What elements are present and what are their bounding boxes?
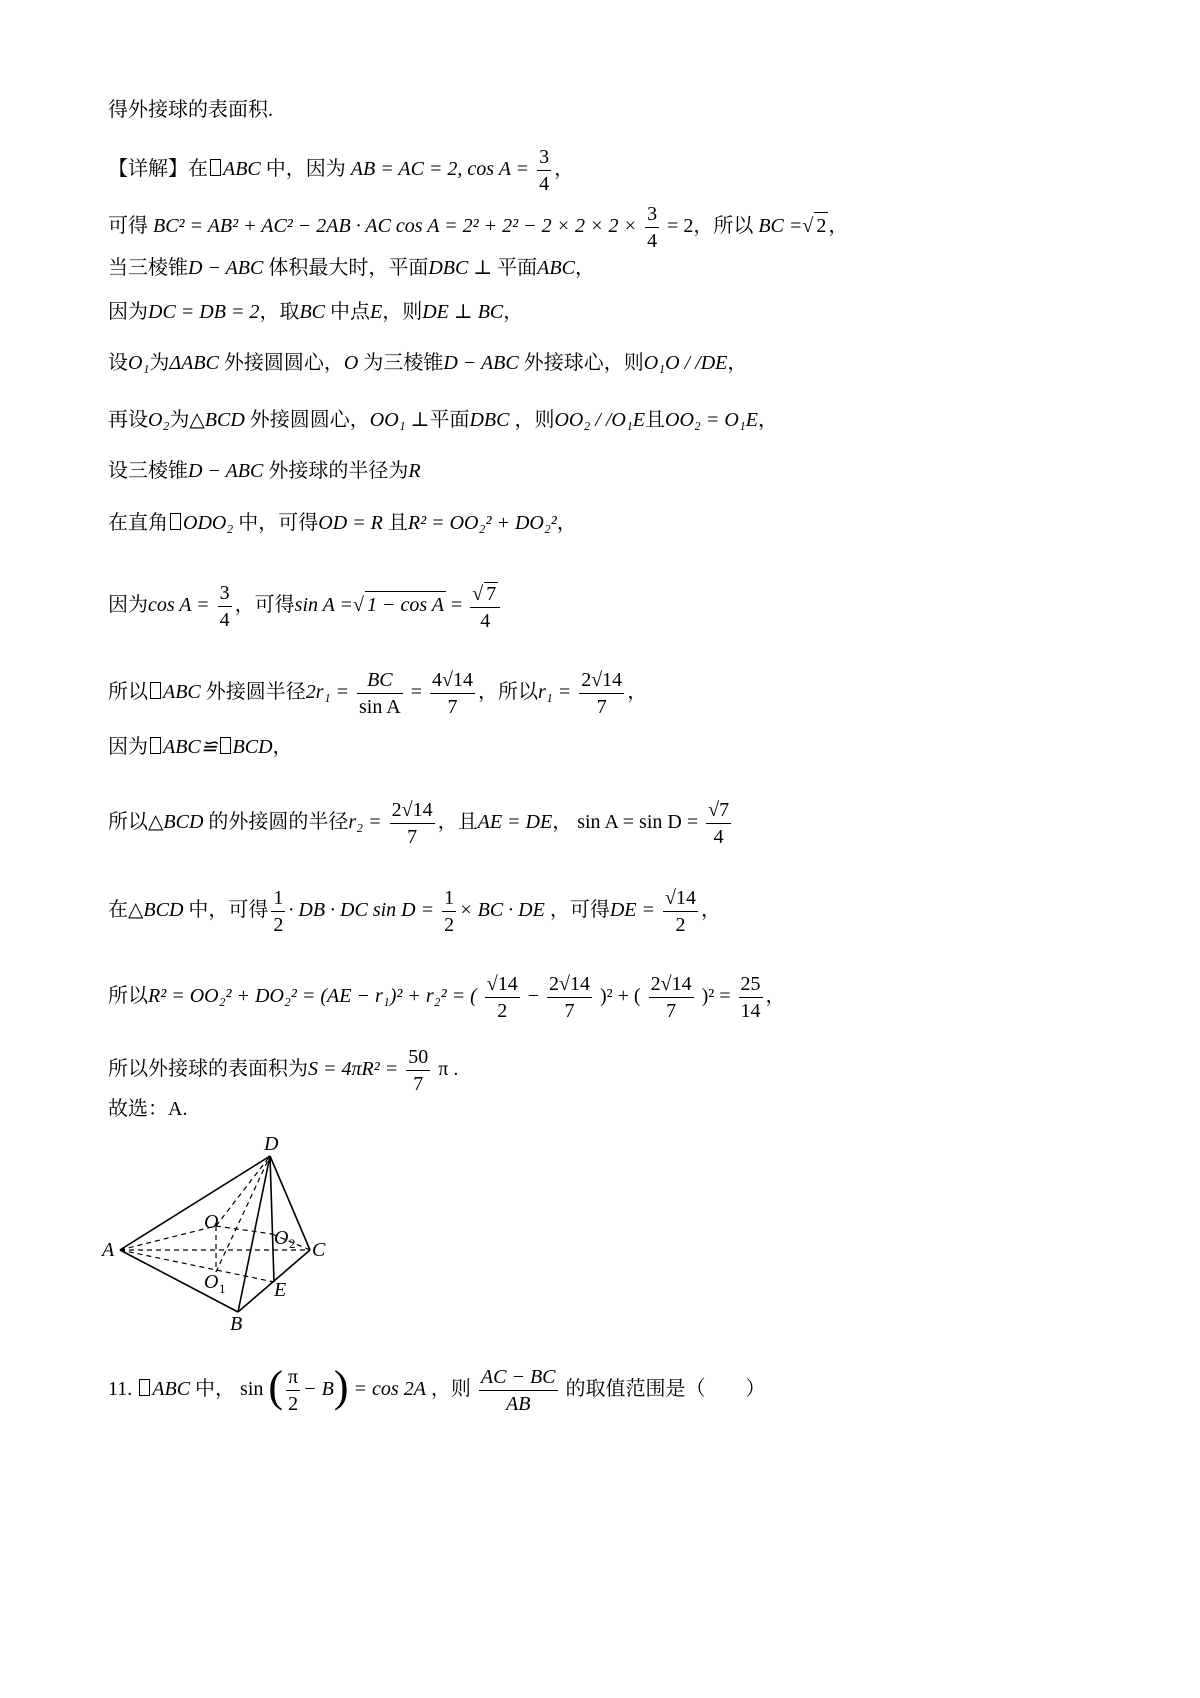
math: = [451, 594, 463, 617]
fraction: $\frac{\pi}{2}$ [288, 1366, 299, 1415]
text-line [108, 351, 747, 375]
math: cos A = [148, 594, 210, 617]
text: 中点 [330, 301, 370, 323]
text: 当三棱锥 [108, 257, 188, 279]
paren-left: ( [268, 1362, 284, 1412]
text: 因为 [108, 301, 148, 323]
text: 为 [149, 352, 170, 374]
text-line [108, 670, 647, 717]
text-line [108, 459, 421, 483]
math: OO₁ ⊥ [369, 409, 430, 431]
text-line [108, 408, 778, 432]
pyramid-figure [98, 1126, 348, 1336]
text: ， [272, 736, 293, 758]
text: 外接球的半径为 [268, 460, 409, 482]
sqrt: 1 − cos A [365, 591, 446, 617]
missing-glyph-box [220, 737, 231, 754]
fraction: $\frac{2√14}{7}$ [650, 973, 692, 1022]
math: DE = [609, 899, 655, 922]
edge-OO2 [216, 1226, 272, 1234]
fraction: $\frac{2√14}{7}$ [581, 669, 623, 718]
fraction: $\frac{2√14}{7}$ [549, 973, 590, 1022]
text-line [108, 98, 273, 122]
math: ABC [163, 681, 201, 704]
text: ， [627, 681, 648, 704]
text: 设 [108, 352, 128, 374]
math: × BC · DE [459, 899, 545, 922]
text: 因为 [108, 594, 148, 617]
label-E: E [274, 1279, 287, 1301]
label-O: O [204, 1211, 219, 1233]
text-line [108, 1047, 458, 1094]
fraction: $\frac{1}{2}$ [444, 887, 455, 936]
math: = 2 [667, 215, 694, 238]
text: 所以 [108, 985, 148, 1008]
math: )² = [701, 985, 731, 1008]
text: ，则 [382, 301, 423, 323]
fraction: $\frac{3}{4}$ [647, 203, 658, 252]
fraction: $\frac{√14}{2}$ [486, 973, 518, 1022]
text: 设三棱锥 [108, 460, 188, 482]
math: − B [303, 1378, 334, 1401]
math: AE = DE [477, 811, 553, 834]
math: sin A = sin D = [577, 811, 699, 834]
text: 因为 [108, 736, 148, 758]
text-line [108, 800, 734, 847]
math: R² = OO₂² + DO₂² = (AE − r₁)² + r₂² = ( [148, 985, 477, 1008]
math: D − ABC [443, 352, 519, 374]
math: △BCD [189, 409, 245, 431]
label-O2: O [274, 1227, 289, 1249]
fraction: $\frac{50}{7}$ [408, 1046, 429, 1095]
text: 外接球心，则 [523, 352, 644, 374]
text: 中，可得 [238, 512, 319, 534]
math: BC [299, 301, 325, 323]
math: ODO₂ [183, 512, 234, 534]
text: ， [556, 512, 577, 534]
text: 故选：A. [108, 1098, 188, 1120]
question-number: 11. [108, 1378, 133, 1401]
text: 中，可得 [188, 899, 269, 922]
fraction: $\frac{√14}{2}$ [665, 887, 696, 936]
text-line [108, 1097, 187, 1121]
edge-AE [120, 1250, 274, 1282]
question-11 [108, 1362, 766, 1415]
edge-AO [120, 1226, 216, 1250]
text: ，且 [437, 811, 478, 834]
math: O [343, 352, 359, 374]
text: ， [574, 257, 595, 279]
text-line: 因为cos A = $\frac{3}{4}$ ，可得sin A =√ 1 − cos A = $\frac{√ 7}{4}$ [108, 582, 503, 631]
math: ABC [152, 1378, 191, 1401]
math: D − ABC [188, 460, 264, 482]
text-line [108, 888, 721, 935]
text: 外接圆圆心， [249, 409, 370, 431]
missing-glyph-box [150, 682, 161, 699]
fraction: $\frac{25}{14}$ [740, 973, 761, 1022]
math: sin A = [294, 594, 353, 617]
sqrt: 2 [814, 212, 828, 238]
text: ， [503, 301, 524, 323]
text: 的外接圆的半径 [208, 811, 349, 834]
math: OD = R [318, 512, 383, 534]
fraction: $\frac{2√14}{7}$ [391, 799, 433, 848]
math: D − ABC [188, 257, 264, 279]
math: ABC≌ [163, 736, 218, 758]
text: ，可得 [549, 899, 610, 922]
label-C: C [312, 1239, 326, 1261]
math: AB = AC = 2, cos A = [350, 158, 530, 181]
math: sin [240, 1378, 264, 1401]
text: 且 [387, 512, 408, 534]
text: 且 [645, 409, 666, 431]
edge-DE [270, 1156, 274, 1282]
math: π . [438, 1058, 459, 1081]
fraction: $\frac{√ 7}{4}$ [470, 582, 500, 631]
math: ΔABC [169, 352, 219, 374]
math: BCD [232, 736, 273, 758]
math: O₁ [128, 352, 150, 374]
math: DE ⊥ BC [422, 301, 504, 323]
math: S = 4πR² = [308, 1058, 399, 1081]
text: 所以外接球的表面积为 [108, 1058, 308, 1081]
text: 【详解】在 [108, 158, 208, 181]
math: OO₂ = O₁E [665, 409, 758, 431]
math: r₁ = [537, 681, 572, 704]
fraction: $\frac{4√14}{7}$ [431, 669, 473, 718]
text: 所以 [108, 811, 148, 834]
fraction: $\frac{1}{2}$ [273, 887, 284, 936]
missing-glyph-box [139, 1379, 150, 1396]
text: 中，因为 [265, 158, 346, 181]
text-line: 可得 BC² = AB² + AC² − 2AB · AC cos A = 2² + 2² − 2 × 2 × 2 × $\frac{3}{4}$ = 2，所以 BC =√ 2 ， [108, 203, 849, 252]
text-line [108, 511, 577, 535]
text: 外接圆半径 [205, 681, 306, 704]
math: DBC [469, 409, 510, 431]
text: 所以 [108, 681, 148, 704]
text: 在直角 [108, 512, 168, 534]
fraction: $\frac{AC - BC}{AB}$ [480, 1366, 556, 1415]
math: DC = DB = 2 [148, 301, 260, 323]
fraction: $\frac{BC}{\text{sin A}}$ [359, 669, 401, 718]
missing-glyph-box [170, 513, 181, 530]
text: 为三棱锥 [363, 352, 444, 374]
text: ，取 [259, 301, 300, 323]
math: ABC [223, 158, 261, 181]
label-A: A [102, 1239, 115, 1261]
math: BC = [758, 215, 803, 238]
missing-glyph-box [150, 737, 161, 754]
math: = [410, 681, 422, 704]
text: ，所以 [477, 681, 538, 704]
text: 的取值范围是（ ） [565, 1378, 766, 1401]
math: = cos 2A [353, 1378, 426, 1401]
text-line [108, 256, 595, 280]
math: DBC [428, 257, 469, 279]
math: OO₂ / /O₁E [554, 409, 646, 431]
label-O2-sub: 2 [289, 1236, 296, 1251]
text: 为 [169, 409, 190, 431]
math: △BCD [128, 899, 184, 922]
text-line [108, 300, 523, 324]
fraction: $\frac{3}{4}$ [219, 582, 230, 631]
fraction: $\frac{√7}{4}$ [708, 799, 730, 848]
fraction: $\frac{3}{4}$ [539, 146, 550, 195]
text: 平面 [429, 409, 470, 431]
text: ，可得 [234, 594, 295, 617]
text: 外接圆圆心， [223, 352, 344, 374]
text-line [108, 147, 574, 194]
math: O₂ [148, 409, 170, 431]
text: ，则 [514, 409, 555, 431]
math: E [370, 301, 383, 323]
text: ， [765, 985, 786, 1008]
text: ， [757, 409, 778, 431]
math: O₁O / /DE [643, 352, 728, 374]
math: )² + ( [600, 985, 641, 1008]
math: r₂ = [348, 811, 382, 834]
text: ，则 [430, 1378, 471, 1401]
math: ABC [537, 257, 575, 279]
text: 再设 [108, 409, 148, 431]
math: R [408, 460, 421, 482]
math: − [527, 985, 540, 1008]
text-line [108, 974, 786, 1021]
text: ， [828, 215, 849, 238]
label-O1-sub: 1 [219, 1281, 226, 1296]
label-D: D [264, 1133, 279, 1155]
text-line [108, 735, 293, 759]
label-B: B [230, 1313, 243, 1335]
math: BC² = AB² + AC² − 2AB · AC cos A = 2² + 2² − 2 × 2 × 2 × [153, 215, 638, 238]
text: 中， [195, 1378, 236, 1401]
label-O1: O [204, 1271, 219, 1293]
text: ， [727, 352, 748, 374]
text: ， [554, 158, 575, 181]
text: ， [552, 811, 573, 834]
math: △BCD [148, 811, 204, 834]
text: ，所以 [693, 215, 754, 238]
text: 在 [108, 899, 128, 922]
math: · DB · DC sin D = [288, 899, 435, 922]
math: R² = OO₂² + DO₂² [407, 512, 557, 534]
text: 体积最大时，平面 [268, 257, 429, 279]
text: 得外接球的表面积. [108, 99, 273, 121]
math: 2r₁ = [305, 681, 350, 704]
missing-glyph-box [210, 159, 221, 176]
edge-OD [216, 1156, 270, 1226]
text: ， [700, 899, 721, 922]
text: 可得 [108, 215, 148, 238]
text: ⊥ 平面 [473, 257, 538, 279]
paren-right: ) [333, 1362, 349, 1412]
